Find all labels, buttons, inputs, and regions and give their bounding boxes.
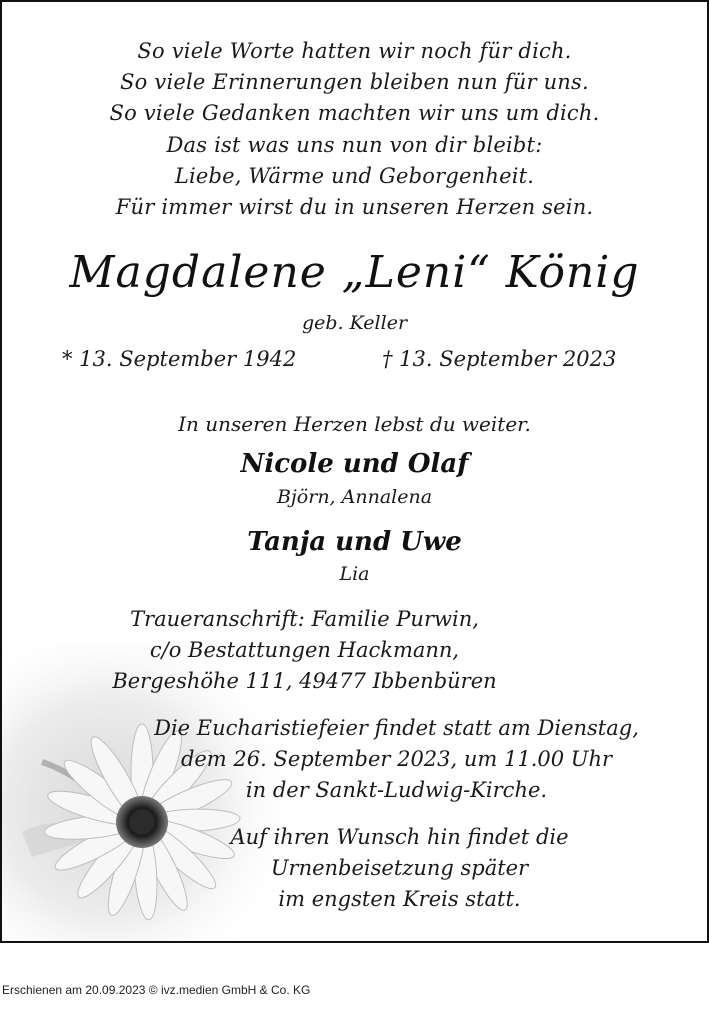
service-line: Die Eucharistiefeier findet statt am Dienstag,	[154, 716, 639, 740]
service-line: dem 26. September 2023, um 11.00 Uhr	[180, 747, 613, 771]
urn-line: im engsten Kreis statt.	[278, 887, 521, 911]
deceased-name: Magdalene „Leni“ König	[69, 247, 640, 298]
birth-date: * 13. September 1942	[62, 347, 297, 371]
urn-line: Urnenbeisetzung später	[270, 856, 529, 880]
tribute-line: In unseren Herzen lebst du weiter.	[178, 412, 531, 436]
family-names: Nicole und Olaf	[240, 449, 469, 479]
poem-line: Liebe, Wärme und Geborgenheit.	[174, 164, 535, 188]
poem-line: So viele Erinnerungen bleiben nun für uns.	[120, 70, 589, 94]
address-line: Traueranschrift: Familie Purwin,	[130, 607, 479, 631]
urn-line: Auf ihren Wunsch hin findet die	[230, 825, 569, 849]
address-line: c/o Bestattungen Hackmann,	[149, 638, 460, 662]
poem-line: So viele Gedanken machten wir uns um dich.	[109, 101, 600, 125]
address-line: Bergeshöhe 111, 49477 Ibbenbüren	[112, 669, 497, 693]
family-names: Tanja und Uwe	[247, 527, 462, 557]
family-children: Lia	[339, 563, 370, 585]
family-children: Björn, Annalena	[276, 486, 433, 508]
publication-footer: Erschienen am 20.09.2023 © ivz.medien GmbH & Co. KG	[2, 983, 311, 997]
death-date: † 13. September 2023	[382, 347, 617, 371]
service-line: in der Sankt-Ludwig-Kirche.	[245, 778, 548, 802]
maiden-name: geb. Keller	[301, 312, 408, 334]
poem-line: Das ist was uns nun von dir bleibt:	[166, 133, 543, 157]
poem-line: So viele Worte hatten wir noch für dich.	[137, 39, 572, 63]
poem-line: Für immer wirst du in unseren Herzen sein.	[115, 195, 594, 219]
